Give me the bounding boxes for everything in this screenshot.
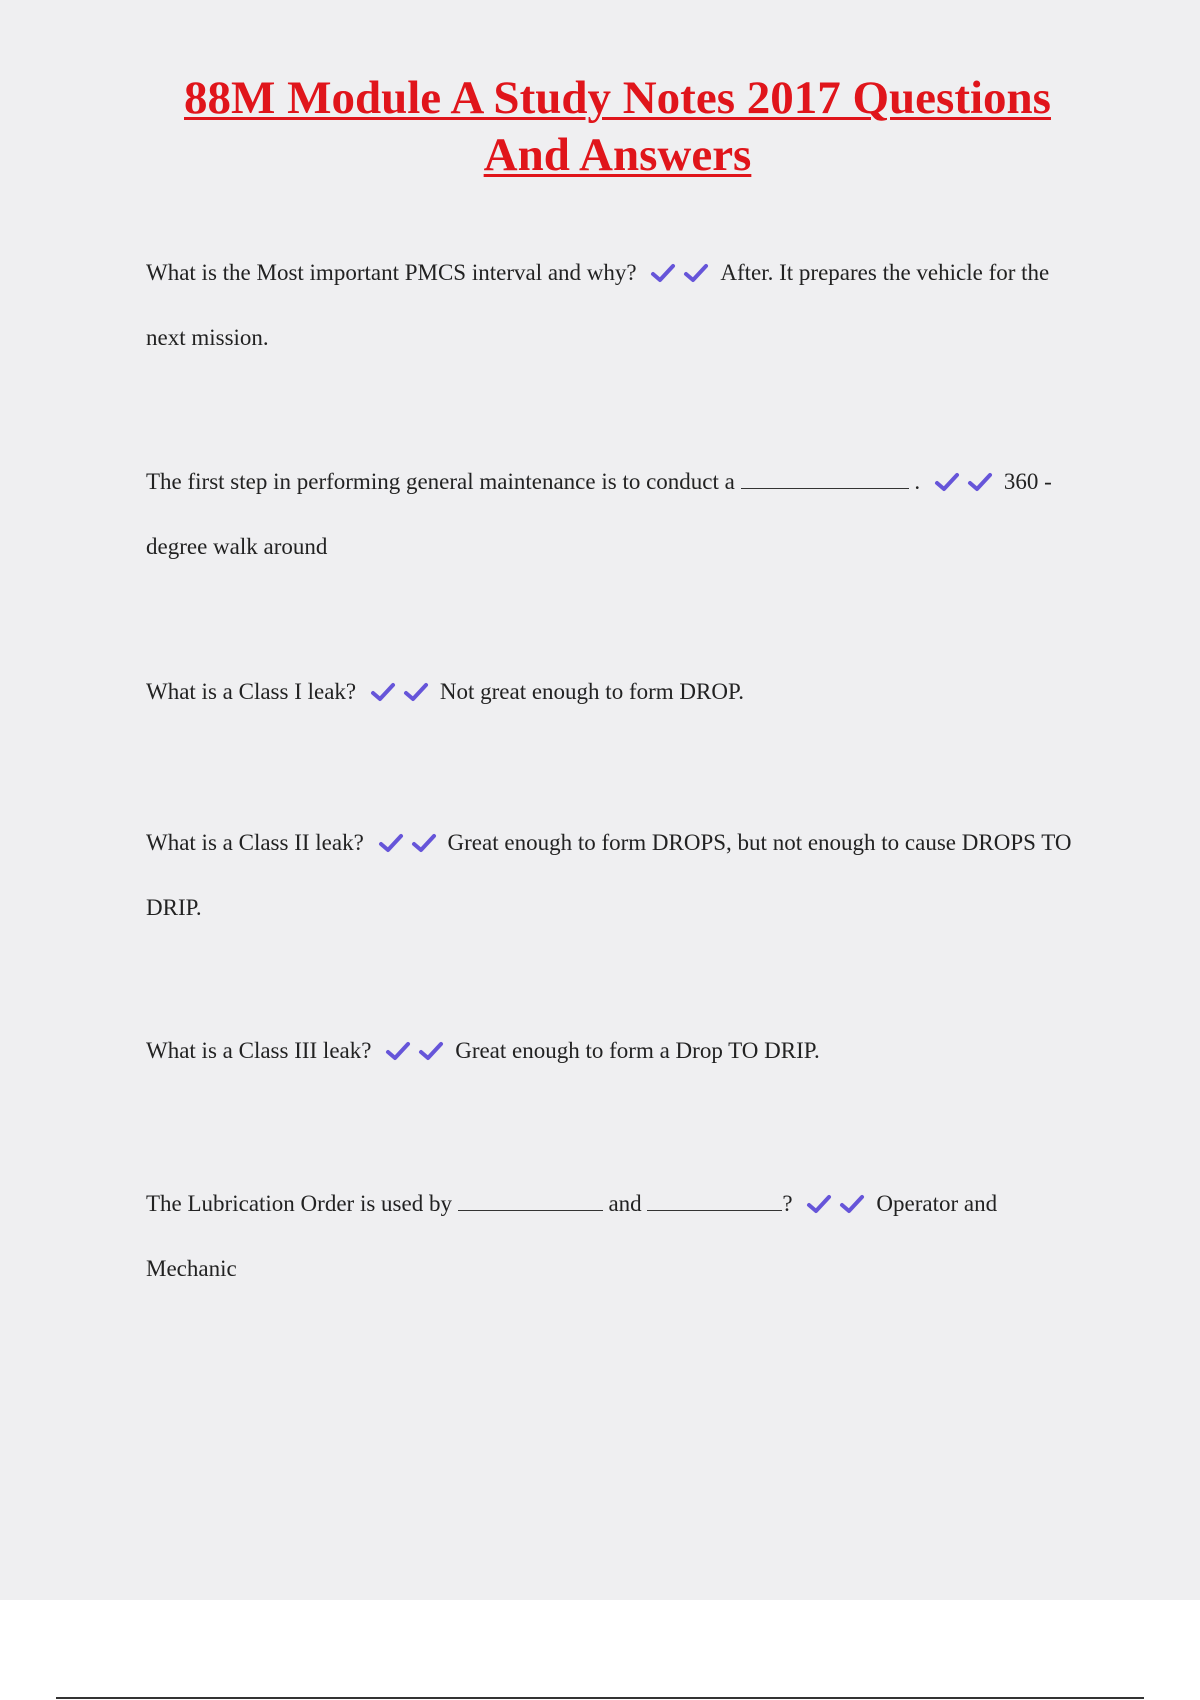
check-icon (967, 471, 993, 493)
title-line-1: 88M Module A Study Notes 2017 Questions (184, 72, 1051, 124)
qa-item-4 (146, 812, 1086, 938)
check-icon (385, 1040, 411, 1062)
double-check-icon (378, 816, 444, 877)
answer-text: After. It prepares the vehicle for the next mission. (146, 260, 1050, 350)
check-icon (839, 1193, 865, 1215)
answer-text: Great enough to form a Drop TO DRIP. (455, 1038, 820, 1063)
double-check-icon (385, 1024, 451, 1085)
check-icon (418, 1040, 444, 1062)
qa-item-2 (146, 451, 1086, 577)
question-text: What is a Class I leak? (146, 679, 357, 704)
check-icon (934, 471, 960, 493)
question-text-middle: and (608, 1191, 642, 1216)
document-title (100, 70, 1135, 184)
check-icon (370, 681, 396, 703)
question-text: The first step in performing general maintenance is to conduct a (146, 469, 735, 494)
check-icon (378, 832, 404, 854)
answer-text: Great enough to form DROPS, but not enough to cause DROPS TO DRIP. (146, 830, 1072, 920)
qa-item-5 (146, 1020, 1086, 1085)
answer-text: Operator and Mechanic (146, 1191, 998, 1281)
double-check-icon (934, 455, 1000, 516)
double-check-icon (650, 246, 716, 307)
qa-item-1 (146, 242, 1086, 368)
answer-text: 360 - degree walk around (146, 469, 1052, 559)
check-icon (806, 1193, 832, 1215)
title-line-2: And Answers (483, 129, 752, 181)
fill-in-blank (458, 1192, 603, 1211)
check-icon (411, 832, 437, 854)
footer-divider (56, 1697, 1144, 1699)
question-text-end: ? (782, 1191, 793, 1216)
fill-in-blank (741, 470, 909, 489)
question-text: The Lubrication Order is used by (146, 1191, 452, 1216)
fill-in-blank (647, 1192, 782, 1211)
check-icon (650, 262, 676, 284)
question-text: What is a Class II leak? (146, 830, 364, 855)
qa-item-3 (146, 661, 1086, 726)
check-icon (403, 681, 429, 703)
question-text: What is the Most important PMCS interval and why? (146, 260, 637, 285)
question-text-end: . (914, 469, 921, 494)
answer-text: Not great enough to form DROP. (439, 679, 744, 704)
question-text: What is a Class III leak? (146, 1038, 372, 1063)
check-icon (683, 262, 709, 284)
qa-item-6 (146, 1173, 1086, 1299)
double-check-icon (806, 1177, 872, 1238)
double-check-icon (370, 665, 436, 726)
